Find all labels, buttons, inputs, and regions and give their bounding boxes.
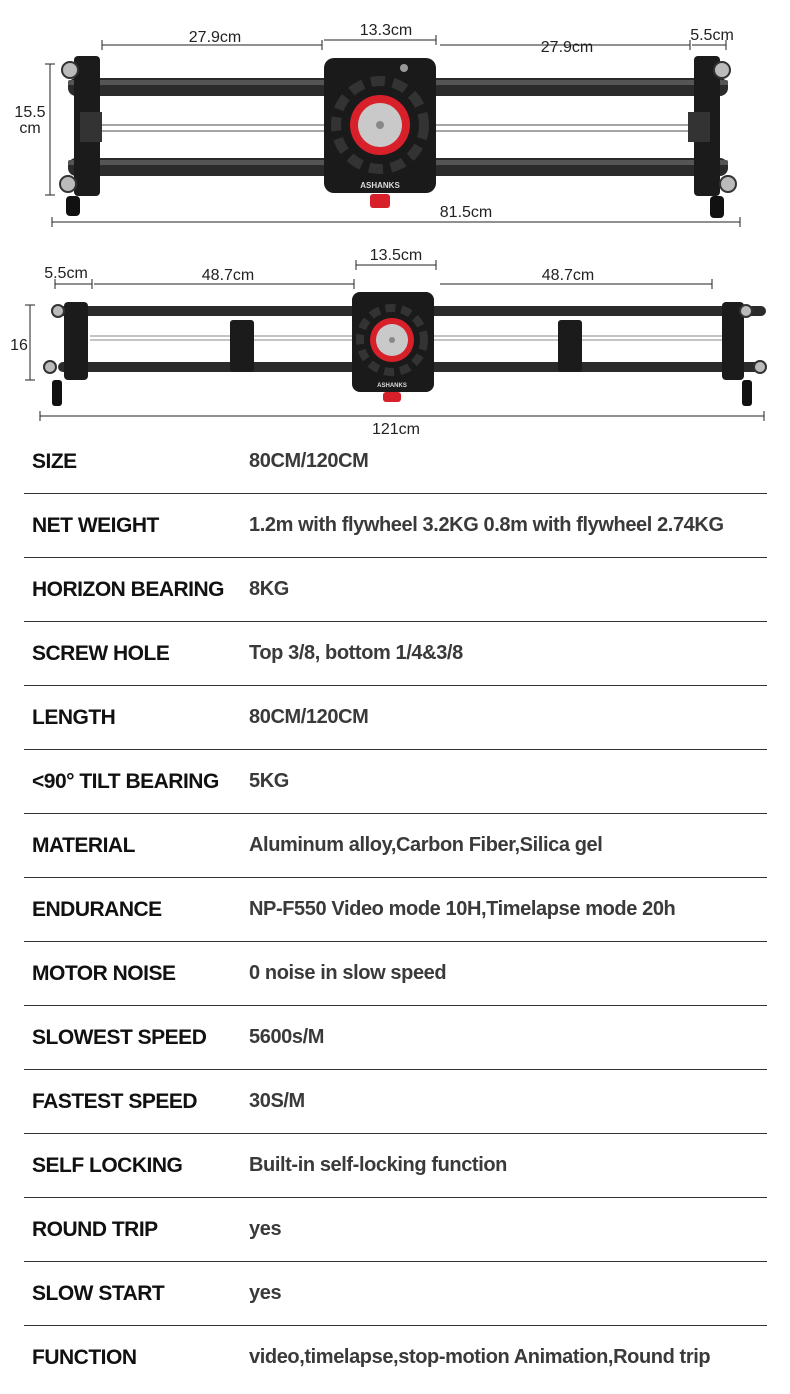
spec-label: ROUND TRIP <box>32 1217 158 1241</box>
spec-row <box>24 1262 767 1326</box>
support-bracket-left <box>230 320 254 372</box>
spec-label: SCREW HOLE <box>32 641 170 665</box>
dim-right-rail: 48.7cm <box>541 267 595 284</box>
brand-logo-bottom: ASHANKS <box>377 383 407 389</box>
spec-row <box>24 494 767 558</box>
spec-value: 8KG <box>249 578 289 600</box>
spec-label: HORIZON BEARING <box>32 577 224 601</box>
dim-height: 16 <box>10 337 28 354</box>
dim-carriage: 13.5cm <box>369 247 423 264</box>
dim-height-value: 15.5 <box>14 104 46 121</box>
support-bracket-right <box>558 320 582 372</box>
specifications-table <box>24 430 767 1389</box>
spec-label: NET WEIGHT <box>32 513 159 537</box>
dim-end-block: 5.5cm <box>690 27 734 44</box>
spec-value: 5KG <box>249 770 289 792</box>
spec-value: 80CM/120CM <box>249 706 369 728</box>
spec-value: 0 noise in slow speed <box>249 962 447 984</box>
right-end-block <box>688 56 736 218</box>
left-end-block <box>60 56 102 216</box>
spec-value: NP-F550 Video mode 10H,Timelapse mode 20h <box>249 898 676 920</box>
spec-row <box>24 686 767 750</box>
spec-value: Built-in self-locking function <box>249 1154 507 1176</box>
spec-row <box>24 814 767 878</box>
spec-value: 30S/M <box>249 1090 305 1112</box>
spec-label: SLOWEST SPEED <box>32 1025 207 1049</box>
spec-row <box>24 878 767 942</box>
dim-height-unit: cm <box>19 120 41 137</box>
carriage-motor <box>324 58 436 208</box>
slider-diagram-80cm <box>0 0 790 240</box>
spec-row <box>24 1326 767 1389</box>
dim-left-rail: 27.9cm <box>188 29 242 46</box>
spec-label: SIZE <box>32 449 77 473</box>
left-end-block <box>44 302 88 406</box>
spec-label: MOTOR NOISE <box>32 961 176 985</box>
spec-row <box>24 942 767 1006</box>
dim-carriage: 13.3cm <box>359 22 413 39</box>
slider-120cm-drawing <box>0 240 790 435</box>
slider-80cm-drawing <box>0 0 790 240</box>
spec-row <box>24 1134 767 1198</box>
spec-row <box>24 1006 767 1070</box>
spec-row <box>24 750 767 814</box>
dim-left-rail: 48.7cm <box>201 267 255 284</box>
spec-label: ENDURANCE <box>32 897 162 921</box>
spec-label: FASTEST SPEED <box>32 1089 198 1113</box>
spec-row <box>24 430 767 494</box>
spec-row <box>24 558 767 622</box>
dim-total-length: 121cm <box>371 421 421 435</box>
spec-value: Top 3/8, bottom 1/4&3/8 <box>249 642 463 664</box>
spec-label: SELF LOCKING <box>32 1153 183 1177</box>
spec-label: FUNCTION <box>32 1345 137 1369</box>
spec-label: LENGTH <box>32 705 116 729</box>
spec-label: MATERIAL <box>32 833 135 857</box>
dim-total-length: 81.5cm <box>439 204 493 221</box>
brand-logo-top: ASHANKS <box>360 181 400 190</box>
spec-row <box>24 622 767 686</box>
spec-value: yes <box>249 1282 282 1304</box>
spec-value: yes <box>249 1218 282 1240</box>
spec-value: 1.2m with flywheel 3.2KG 0.8m with flywheel 2.74KG <box>249 514 724 536</box>
spec-value: 5600s/M <box>249 1026 325 1048</box>
spec-row <box>24 1198 767 1262</box>
dim-right-rail: 27.9cm <box>540 39 594 56</box>
slider-diagram-120cm <box>0 240 790 435</box>
spec-label: <90° TILT BEARING <box>32 769 219 793</box>
dim-end-block: 5.5cm <box>44 265 88 282</box>
carriage-motor <box>352 292 434 402</box>
right-end-block <box>722 302 766 406</box>
spec-value: video,timelapse,stop-motion Animation,Round trip <box>249 1346 711 1368</box>
spec-row <box>24 1070 767 1134</box>
spec-value: 80CM/120CM <box>249 450 369 472</box>
spec-label: SLOW START <box>32 1281 165 1305</box>
spec-value: Aluminum alloy,Carbon Fiber,Silica gel <box>249 834 603 856</box>
